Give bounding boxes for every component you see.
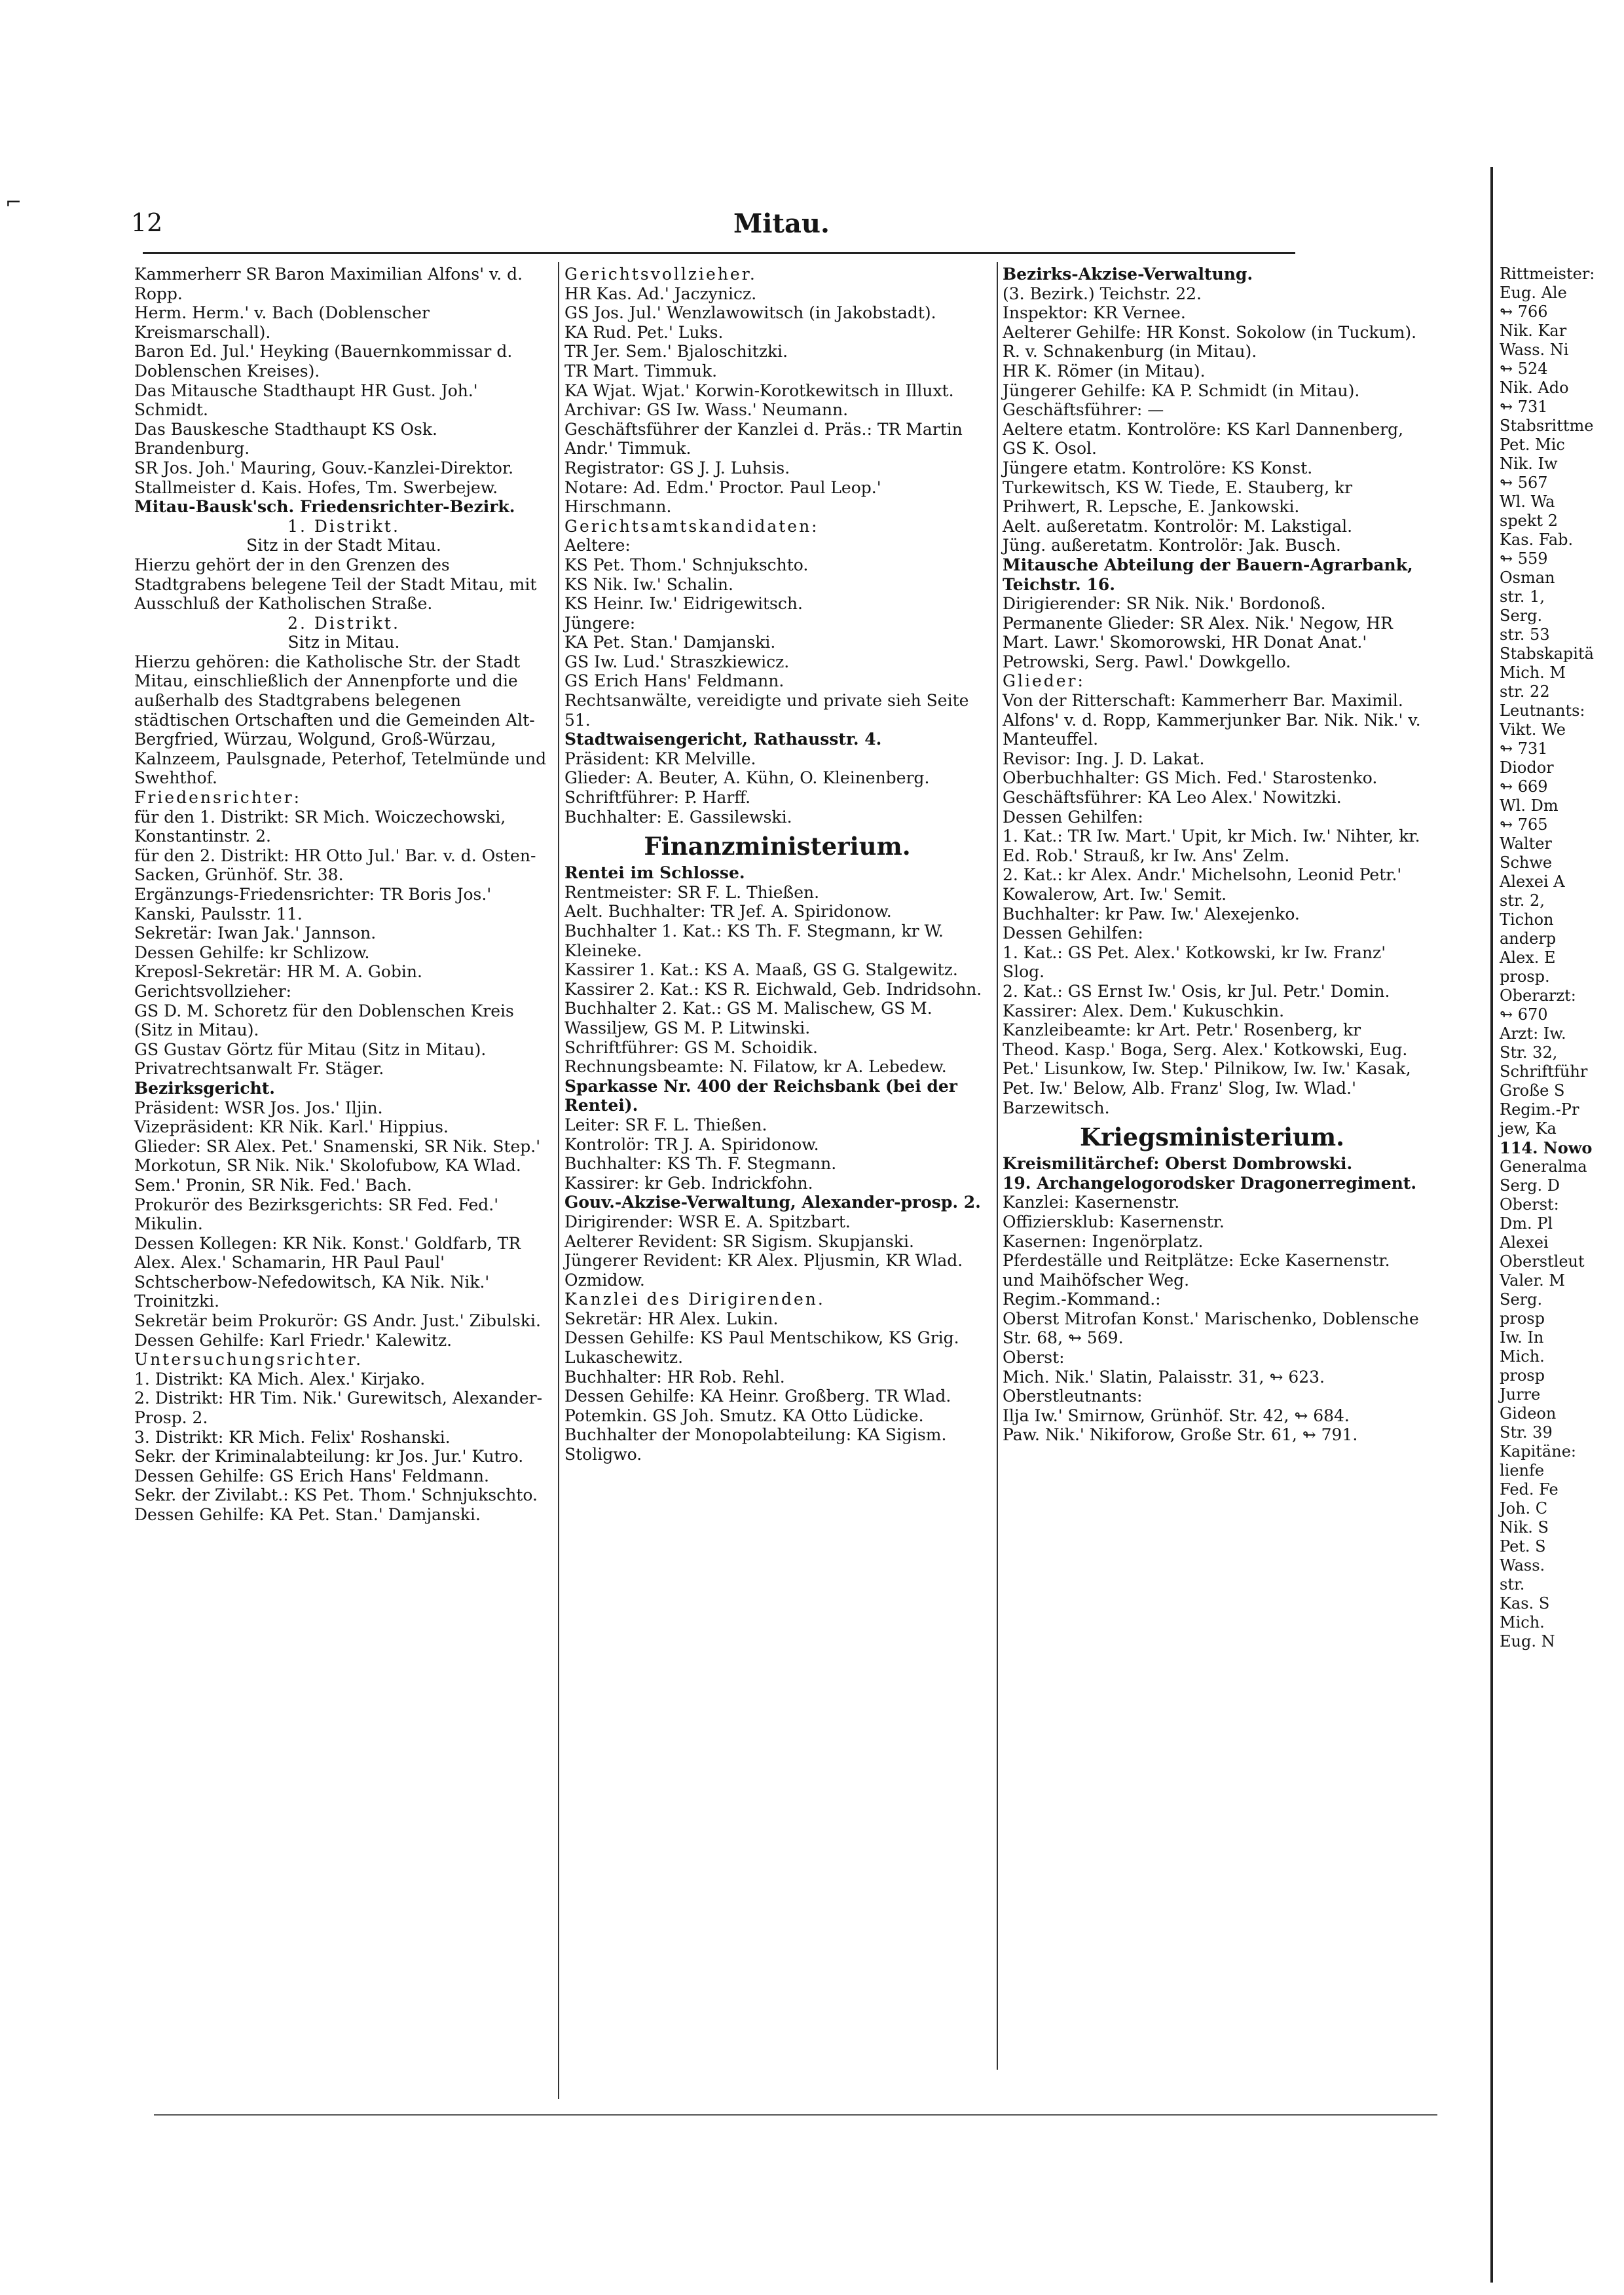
directory-entry: Kasernen: Ingenörplatz. <box>1003 1231 1204 1251</box>
directory-entry: Pferdeställe und Reitplätze: Ecke Kasernenstr. und Maihöfscher Weg. <box>1003 1251 1395 1290</box>
directory-entry: Herm. Herm.' v. Bach (Doblenscher Kreismarschall). <box>134 303 435 342</box>
directory-entry: Archivar: GS Iw. Wass.' Neumann. <box>564 400 849 420</box>
directory-entry: GS Iw. Lud.' Straszkiewicz. <box>564 652 790 671</box>
directory-entry: Walter <box>1500 834 1552 853</box>
column-rule-2 <box>997 262 998 2070</box>
directory-entry: 2. Distrikt. <box>287 613 400 633</box>
directory-entry: Schriftführer: P. Harff. <box>564 788 751 808</box>
directory-entry: GS Jos. Jul.' Wenzlawowitsch (in Jakobstadt). <box>564 303 936 323</box>
directory-entry: Jüngerer Gehilfe: KA P. Schmidt (in Mitau). <box>1003 381 1360 400</box>
directory-entry: Dessen Gehilfen: <box>1003 807 1143 827</box>
directory-entry: Präsident: WSR Jos. Jos.' Iljin. <box>134 1098 383 1117</box>
directory-entry: Regim.-Kommand.: <box>1003 1290 1161 1309</box>
directory-entry: prosp <box>1500 1309 1545 1328</box>
directory-entry: Rechnungsbeamte: N. Filatow, kr A. Lebedew. <box>564 1057 947 1077</box>
directory-entry: Offiziersklub: Kasernenstr. <box>1003 1212 1225 1231</box>
directory-entry: Iw. In <box>1500 1328 1544 1347</box>
directory-entry: Fed. Fe <box>1500 1480 1559 1499</box>
directory-entry: Serg. D <box>1500 1176 1560 1195</box>
directory-entry: Gerichtsvollzieher: <box>134 981 292 1001</box>
directory-entry: Alex. E <box>1500 948 1556 967</box>
directory-entry: Osman <box>1500 569 1555 587</box>
directory-entry: Dessen Gehilfe: KA Pet. Stan.' Damjanski. <box>134 1505 481 1524</box>
directory-entry: Friedensrichter: <box>134 788 302 808</box>
directory-entry: Alexei A <box>1500 872 1565 891</box>
directory-entry: Finanzministerium. <box>644 832 911 861</box>
directory-entry: Nik. Iw <box>1500 455 1558 473</box>
directory-entry: Dirigirender: WSR E. A. Spitzbart. <box>564 1212 851 1231</box>
directory-entry: Wl. Dm <box>1500 796 1559 815</box>
directory-entry: Nik. Ado <box>1500 379 1569 397</box>
directory-entry: Kassirer: Alex. Dem.' Kukuschkin. <box>1003 1001 1285 1020</box>
directory-entry: Rentmeister: SR F. L. Thießen. <box>564 882 820 902</box>
directory-entry: Prokurör des Bezirksgerichts: SR Fed. Fed.' Mikulin. <box>134 1195 504 1234</box>
directory-entry: Kanzlei des Dirigirenden. <box>564 1290 825 1309</box>
directory-entry: Eug. N <box>1500 1632 1555 1651</box>
column-next-page <box>1500 265 1624 2177</box>
directory-entry: Dessen Gehilfe: GS Erich Hans' Feldmann. <box>134 1466 489 1485</box>
directory-entry: Jüngere etatm. Kontrolöre: KS Konst. Turkewitsch, KS W. Tiede, E. Stauberg, kr Prihwert, R. Lepsche, E. Jankowski. <box>1003 458 1358 517</box>
directory-entry: Das Bauskesche Stadthaupt KS Osk. Brandenburg. <box>134 419 443 458</box>
directory-entry: Mich. <box>1500 1347 1545 1366</box>
directory-entry: Joh. C <box>1500 1499 1548 1518</box>
directory-entry: Buchhalter: kr Paw. Iw.' Alexejenko. <box>1003 904 1300 924</box>
directory-entry: KA Wjat. Wjat.' Korwin-Korotkewitsch in Illuxt. <box>564 381 954 400</box>
directory-entry: Sekr. der Kriminalabteilung: kr Jos. Jur.' Kutro. <box>134 1447 524 1466</box>
directory-entry: prosp. <box>1500 967 1550 986</box>
directory-entry: GS Gustav Görtz für Mitau (Sitz in Mitau). <box>134 1039 487 1059</box>
directory-entry: GS D. M. Schoretz für den Doblenschen Kreis (Sitz in Mitau). <box>134 1001 519 1040</box>
directory-entry: Sitz in Mitau. <box>287 633 400 652</box>
directory-entry: GS Erich Hans' Feldmann. <box>564 671 784 691</box>
directory-entry: Dessen Gehilfe: KS Paul Mentschikow, KS Grig. Lukaschewitz. <box>564 1328 965 1368</box>
directory-entry: Oberstleut <box>1500 1252 1585 1271</box>
directory-entry: str. 53 <box>1500 625 1550 644</box>
directory-entry: Kapitäne: <box>1500 1442 1576 1461</box>
directory-entry: Pet. Mic <box>1500 436 1565 454</box>
directory-entry: Rittmeister: <box>1500 265 1595 283</box>
directory-entry: Ilja Iw.' Smirnow, Grünhöf. Str. 42, ↬ 684. <box>1003 1406 1350 1425</box>
directory-entry: Mitau-Bausk'sch. Friedensrichter-Bezirk. <box>134 497 515 517</box>
directory-entry: Mich. <box>1500 1613 1545 1632</box>
directory-entry: KS Pet. Thom.' Schnjukschto. <box>564 555 809 574</box>
directory-entry: str. 22 <box>1500 682 1550 701</box>
directory-entry: Präsident: KR Melville. <box>564 749 756 768</box>
directory-entry: Tichon <box>1500 910 1554 929</box>
directory-entry: Notare: Ad. Edm.' Proctor. Paul Leop.' Hirschmann. <box>564 477 887 517</box>
directory-entry: ↬ 731 <box>1500 398 1548 416</box>
directory-entry: anderp <box>1500 929 1557 948</box>
directory-entry: Kreposl-Sekretär: HR M. A. Gobin. <box>134 962 422 982</box>
directory-entry: Glieder: <box>1003 671 1085 691</box>
directory-entry: R. v. Schnakenburg (in Mitau). <box>1003 342 1257 362</box>
directory-entry: Jüngere: <box>564 613 636 633</box>
directory-entry: ↬ 731 <box>1500 739 1548 758</box>
directory-entry: Buchhalter 2. Kat.: GS M. Malischew, GS M. Wassiljew, GS M. P. Litwinski. <box>564 999 938 1037</box>
directory-entry: ↬ 567 <box>1500 474 1548 492</box>
directory-entry: Inspektor: KR Vernee. <box>1003 303 1186 323</box>
directory-entry: Leiter: SR F. L. Thießen. <box>564 1115 767 1134</box>
directory-entry: Oberbuchhalter: GS Mich. Fed.' Starostenko. <box>1003 768 1378 788</box>
directory-entry: Stadtwaisengericht, Rathausstr. 4. <box>564 730 882 749</box>
directory-entry: Nik. Kar <box>1500 322 1567 340</box>
directory-entry: KA Rud. Pet.' Luks. <box>564 322 724 342</box>
directory-entry: Wass. Ni <box>1500 341 1569 359</box>
directory-entry: Revisor: Ing. J. D. Lakat. <box>1003 749 1205 768</box>
running-head: Mitau. <box>733 208 830 239</box>
directory-entry: ↬ 524 <box>1500 360 1548 378</box>
directory-entry: Glieder: A. Beuter, A. Kühn, O. Kleinenberg. <box>564 768 930 788</box>
directory-entry: Valer. M <box>1500 1271 1565 1290</box>
directory-entry: Generalma <box>1500 1157 1587 1176</box>
directory-entry: Oberarzt: <box>1500 986 1576 1005</box>
directory-entry: 1. Kat.: TR Iw. Mart.' Upit, kr Mich. Iw.' Nihter, kr. Ed. Rob.' Strauß, kr Iw. Ans' Zelm. <box>1003 827 1426 865</box>
directory-entry: 114. Nowo <box>1500 1138 1593 1157</box>
directory-entry: Glieder: SR Alex. Pet.' Snamenski, SR Nik. Step.' Morkotun, SR Nik. Nik.' Skolofubow, KA Wlad. Sem.' Pronin, SR Nik. Fed.' Bach. <box>134 1136 546 1195</box>
directory-entry: Dm. Pl <box>1500 1214 1553 1233</box>
directory-entry: Serg. <box>1500 606 1543 625</box>
directory-entry: Oberstleutnants: <box>1003 1387 1143 1406</box>
directory-entry: Sekr. der Zivilabt.: KS Pet. Thom.' Schnjukschto. <box>134 1485 538 1505</box>
directory-entry: Hierzu gehören: die Katholische Str. der Stadt Mitau, einschließlich der Annenpforte und die außerhalb des Stadtgrabens belegenen städtischen Ortschaften und die Gemeinden Alt-Bergfried, Würzau, Wolgund, Groß-Würzau, Kalnzeem, Paulsgnade, Peterhof, Tetelmünde und Swehthof. <box>134 652 552 788</box>
directory-entry: Aeltere etatm. Kontrolöre: KS Karl Dannenberg, GS K. Osol. <box>1003 419 1409 458</box>
directory-entry: Geschäftsführer der Kanzlei d. Präs.: TR Martin Andr.' Timmuk. <box>564 419 968 458</box>
directory-entry: Kassirer 2. Kat.: KS R. Eichwald, Geb. Indridsohn. <box>564 979 982 999</box>
directory-entry: Mich. M <box>1500 663 1566 682</box>
directory-entry: 2. Distrikt: HR Tim. Nik.' Gurewitsch, Alexander-Prosp. 2. <box>134 1389 543 1428</box>
directory-entry: SR Jos. Joh.' Mauring, Gouv.-Kanzlei-Direktor. <box>134 458 514 477</box>
directory-entry: Regim.-Pr <box>1500 1100 1579 1119</box>
directory-entry: 1. Distrikt: KA Mich. Alex.' Kirjako. <box>134 1369 426 1389</box>
directory-entry: TR Jer. Sem.' Bjaloschitzki. <box>564 342 788 362</box>
column-rule-1 <box>558 262 559 2099</box>
directory-entry: Baron Ed. Jul.' Heyking (Bauernkommissar d. Doblenschen Kreises). <box>134 342 518 381</box>
directory-entry: str. 1, <box>1500 588 1545 606</box>
directory-entry: Gouv.-Akzise-Verwaltung, Alexander-prosp. 2. <box>564 1193 981 1212</box>
directory-entry: Kas. Fab. <box>1500 531 1574 549</box>
directory-entry: KS Nik. Iw.' Schalin. <box>564 574 733 594</box>
directory-entry: Oberst Mitrofan Konst.' Marischenko, Doblensche Str. 68, ↬ 569. <box>1003 1309 1424 1348</box>
directory-entry: Pet. S <box>1500 1537 1546 1556</box>
directory-entry: Von der Ritterschaft: Kammerherr Bar. Maximil. Alfons' v. d. Ropp, Kammerjunker Bar. Nik. Nik.' v. Manteuffel. <box>1003 691 1426 749</box>
directory-entry: Buchhalter: E. Gassilewski. <box>564 807 792 827</box>
directory-entry: Hierzu gehört der in den Grenzen des Stadtgrabens belegene Teil der Stadt Mitau, mit Ausschluß der Katholischen Straße. <box>134 555 542 614</box>
bottom-rule <box>154 2114 1437 2116</box>
directory-entry: prosp <box>1500 1366 1545 1385</box>
directory-entry: Gerichtsvollzieher. <box>564 265 757 284</box>
directory-entry: ↬ 765 <box>1500 815 1548 834</box>
directory-entry: Str. 39 <box>1500 1423 1553 1442</box>
directory-entry: Buchhalter: HR Rob. Rehl. <box>564 1367 785 1387</box>
directory-entry: Kassirer: kr Geb. Indrickfohn. <box>564 1173 813 1193</box>
directory-entry: Privatrechtsanwalt Fr. Stäger. <box>134 1059 384 1079</box>
directory-entry: Oberst: <box>1500 1195 1559 1214</box>
directory-entry: Vikt. We <box>1500 720 1566 739</box>
directory-entry: Kassirer 1. Kat.: KS A. Maaß, GS G. Stalgewitz. <box>564 960 958 980</box>
directory-entry: Kontrolör: TR J. A. Spiridonow. <box>564 1134 819 1154</box>
directory-entry: ↬ 559 <box>1500 550 1548 568</box>
directory-entry: Str. 32, <box>1500 1043 1558 1062</box>
directory-entry: Buchhalter: KS Th. F. Stegmann. <box>564 1154 837 1174</box>
directory-entry: str. <box>1500 1575 1525 1594</box>
directory-entry: Paw. Nik.' Nikiforow, Große Str. 61, ↬ 791. <box>1003 1425 1358 1445</box>
directory-entry: Stabsrittme <box>1500 417 1594 435</box>
directory-entry: Geschäftsführer: — <box>1003 400 1164 420</box>
directory-entry: Wass. <box>1500 1556 1545 1575</box>
directory-entry: (3. Bezirk.) Teichstr. 22. <box>1003 284 1202 303</box>
directory-entry: Mich. Nik.' Slatin, Palaisstr. 31, ↬ 623. <box>1003 1367 1325 1387</box>
directory-entry: Buchhalter der Monopolabteilung: KA Sigism. Stoligwo. <box>564 1425 952 1465</box>
directory-entry: Schriftführ <box>1500 1062 1588 1081</box>
directory-entry: 3. Distrikt: KR Mich. Felix' Roshanski. <box>134 1427 451 1447</box>
directory-entry: ↬ 766 <box>1500 303 1548 321</box>
directory-entry: Aelterer Revident: SR Sigism. Skupjanski. <box>564 1231 914 1251</box>
directory-entry: Sekretär: Iwan Jak.' Jannson. <box>134 924 377 943</box>
directory-entry: Oberst: <box>1003 1348 1065 1368</box>
directory-entry: Dessen Gehilfen: <box>1003 924 1143 943</box>
directory-entry: Rentei im Schlosse. <box>564 863 745 883</box>
directory-entry: TR Mart. Timmuk. <box>564 361 718 381</box>
directory-entry: Jüngerer Revident: KR Alex. Pljusmin, KR Wlad. Ozmidow. <box>564 1251 969 1290</box>
directory-entry: 1. Distrikt. <box>287 516 400 536</box>
directory-entry: Sekretär beim Prokurör: GS Andr. Just.' Zibulski. <box>134 1311 541 1331</box>
directory-entry: Buchhalter 1. Kat.: KS Th. F. Stegmann, kr W. Kleineke. <box>564 922 949 960</box>
directory-entry: Aelt. Buchhalter: TR Jef. A. Spiridonow. <box>564 902 892 922</box>
directory-entry: Serg. <box>1500 1290 1543 1309</box>
directory-entry: Stabskapitä <box>1500 644 1594 663</box>
directory-entry: Vizepräsident: KR Nik. Karl.' Hippius. <box>134 1117 449 1137</box>
directory-entry: Geschäftsführer: KA Leo Alex.' Nowitzki. <box>1003 788 1342 808</box>
column-middle <box>564 265 990 2177</box>
directory-entry: Aeltere: <box>564 536 631 555</box>
directory-entry: Alexei <box>1500 1233 1549 1252</box>
directory-entry: Schriftführer: GS M. Schoidik. <box>564 1037 818 1057</box>
directory-entry: HR K. Römer (in Mitau). <box>1003 361 1206 381</box>
corner-mark: ⌐ <box>5 191 22 214</box>
directory-entry: KA Pet. Stan.' Damjanski. <box>564 633 776 652</box>
column-right <box>1003 265 1426 2177</box>
directory-entry: Eug. Ale <box>1500 284 1567 302</box>
directory-entry: Gerichtsamtskandidaten: <box>564 516 819 536</box>
directory-entry: lienfe <box>1500 1461 1545 1480</box>
directory-entry: Kammerherr SR Baron Maximilian Alfons' v. d. Ropp. <box>134 265 528 303</box>
directory-entry: Arzt: Iw. <box>1500 1024 1566 1043</box>
directory-entry: Große S <box>1500 1081 1565 1100</box>
directory-entry: Schwe <box>1500 853 1553 872</box>
page-edge <box>1490 167 1493 2283</box>
directory-entry: Bezirksgericht. <box>134 1078 276 1098</box>
directory-entry: Das Mitausche Stadthaupt HR Gust. Joh.' Schmidt. <box>134 381 483 420</box>
directory-entry: spekt 2 <box>1500 512 1558 530</box>
directory-entry: ↬ 670 <box>1500 1005 1548 1024</box>
directory-entry: Diodor <box>1500 758 1554 777</box>
directory-entry: Untersuchungsrichter. <box>134 1350 363 1370</box>
directory-entry: Dessen Gehilfe: KA Heinr. Großberg. TR Wlad. Potemkin. GS Joh. Smutz. KA Otto Lüdicke. <box>564 1387 957 1425</box>
directory-entry: 1. Kat.: GS Pet. Alex.' Kotkowski, kr Iw. Franz' Slog. <box>1003 942 1392 982</box>
directory-entry: für den 2. Distrikt: HR Otto Jul.' Bar. v. d. Osten-Sacken, Grünhöf. Str. 38. <box>134 846 536 885</box>
directory-entry: Dessen Gehilfe: Karl Friedr.' Kalewitz. <box>134 1330 452 1350</box>
directory-entry: str. 2, <box>1500 891 1545 910</box>
directory-entry: Leutnants: <box>1500 701 1585 720</box>
directory-entry: Ergänzungs-Friedensrichter: TR Boris Jos.' Kanski, Paulsstr. 11. <box>134 885 497 924</box>
directory-entry: Dirigierender: SR Nik. Nik.' Bordonoß. <box>1003 594 1326 614</box>
directory-entry: für den 1. Distrikt: SR Mich. Woiczechowski, Konstantinstr. 2. <box>134 807 511 846</box>
directory-entry: Kanzlei: Kasernenstr. <box>1003 1193 1180 1212</box>
directory-entry: Dessen Kollegen: KR Nik. Konst.' Goldfarb, TR Alex. Alex.' Schamarin, HR Paul Paul' Schtscherbow-Nefedowitsch, KA Nik. Nik.' Troinitzki. <box>134 1233 526 1311</box>
directory-entry: Dessen Gehilfe: kr Schlizow. <box>134 942 370 962</box>
directory-entry: Bezirks-Akzise-Verwaltung. <box>1003 265 1253 284</box>
directory-entry: Sitz in der Stadt Mitau. <box>246 536 441 555</box>
directory-entry: Stallmeister d. Kais. Hofes, Tm. Swerbejew. <box>134 477 498 497</box>
directory-entry: 19. Archangelogorodsker Dragonerregiment. <box>1003 1173 1417 1193</box>
directory-entry: Mitausche Abteilung der Bauern-Agrarbank, Teichstr. 16. <box>1003 555 1419 594</box>
directory-entry: Jurre <box>1500 1385 1541 1404</box>
directory-entry: Sparkasse Nr. 400 der Reichsbank (bei der Rentei). <box>564 1076 963 1115</box>
directory-entry: Kriegsministerium. <box>1079 1123 1345 1152</box>
directory-entry: Kanzleibeamte: kr Art. Petr.' Rosenberg, kr Theod. Kasp.' Boga, Serg. Alex.' Kotkowski, Eug. Pet.' Lisunkow, Iw. Step.' Pilnikow, Iw. Iw.' Kasak, Pet. Iw.' Below, Alb. Franz' Slog, Iw. Wlad.' Barzewitsch. <box>1003 1020 1416 1117</box>
directory-entry: Permanente Glieder: SR Alex. Nik.' Negow, HR Mart. Lawr.' Skomorowski, HR Donat Anat.' Petrowski, Serg. Pawl.' Dowkgello. <box>1003 613 1398 671</box>
directory-entry: Kas. S <box>1500 1594 1550 1613</box>
directory-entry: 2. Kat.: kr Alex. Andr.' Michelsohn, Leonid Petr.' Kowalerow, Art. Iw.' Semit. <box>1003 865 1407 904</box>
directory-entry: Registrator: GS J. J. Luhsis. <box>564 458 790 477</box>
directory-entry: HR Kas. Ad.' Jaczynicz. <box>564 284 757 303</box>
directory-entry: Nik. S <box>1500 1518 1549 1537</box>
column-left <box>134 265 553 2177</box>
directory-entry: KS Heinr. Iw.' Eidrigewitsch. <box>564 594 803 614</box>
directory-entry: ↬ 669 <box>1500 777 1548 796</box>
directory-entry: Jüng. außeretatm. Kontrolör: Jak. Busch. <box>1003 536 1341 555</box>
directory-entry: Rechtsanwälte, vereidigte und private sieh Seite 51. <box>564 691 974 730</box>
header-rule <box>143 252 1295 254</box>
directory-entry: Sekretär: HR Alex. Lukin. <box>564 1309 779 1328</box>
directory-entry: 2. Kat.: GS Ernst Iw.' Osis, kr Jul. Petr.' Domin. <box>1003 981 1390 1001</box>
directory-entry: Wl. Wa <box>1500 493 1555 511</box>
page-number: 12 <box>131 208 163 237</box>
directory-entry: Kreismilitärchef: Oberst Dombrowski. <box>1003 1154 1353 1174</box>
directory-entry: Gideon <box>1500 1404 1557 1423</box>
directory-entry: jew, Ka <box>1500 1119 1557 1138</box>
directory-entry: Aelt. außeretatm. Kontrolör: M. Lakstigal. <box>1003 516 1353 536</box>
directory-entry: Aelterer Gehilfe: HR Konst. Sokolow (in Tuckum). <box>1003 322 1417 342</box>
